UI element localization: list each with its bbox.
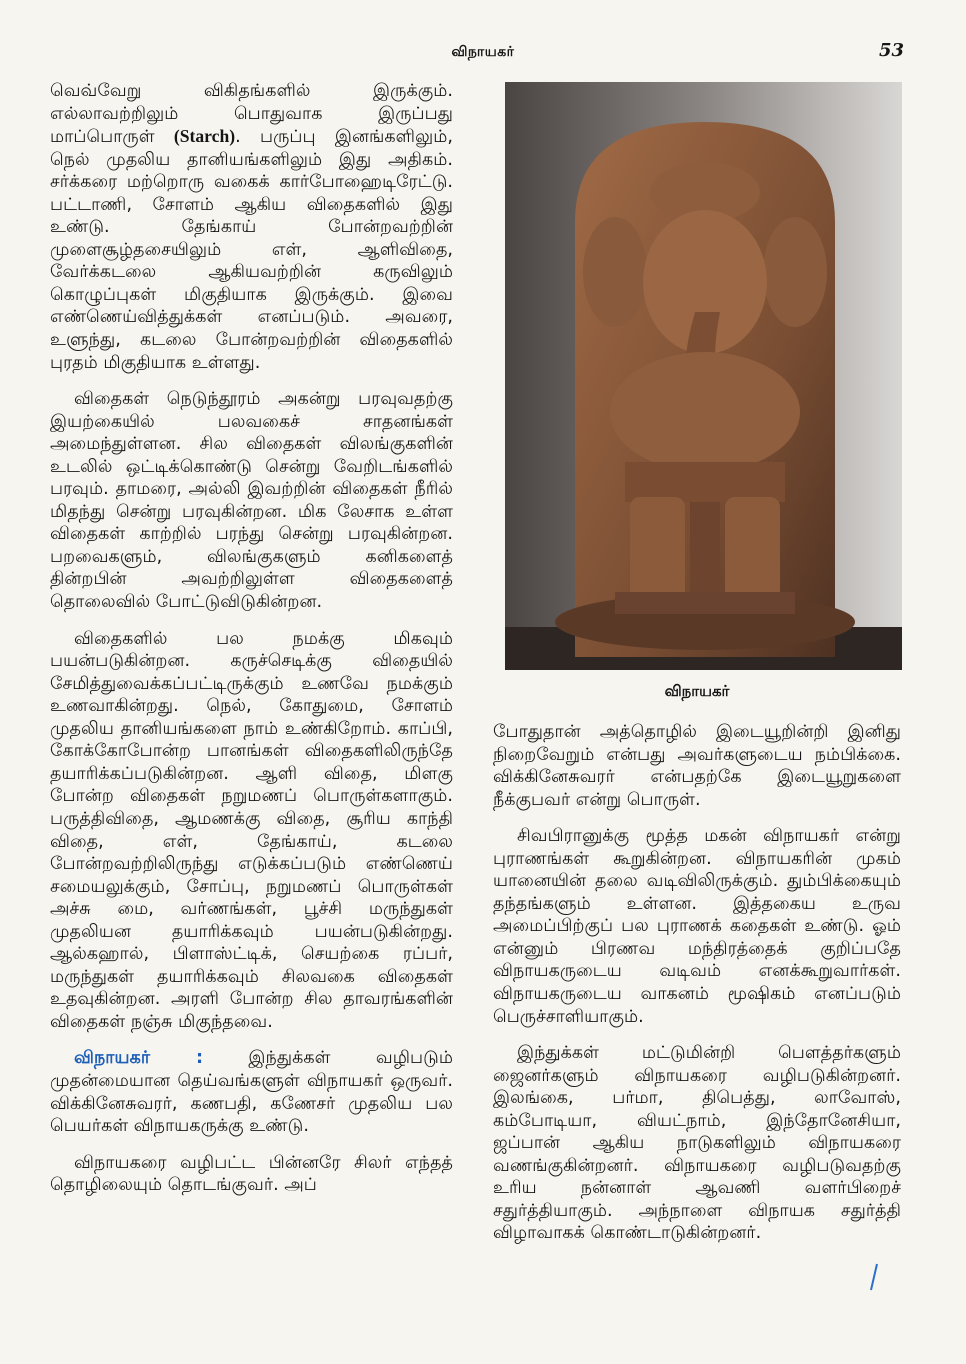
paragraph-text: இந்துக்கள் வழிபடும் முதன்மையான தெய்வங்களுள் விநாயகர் ஒருவர். விக்கினேசுவரர், கணபதி, கணேசர் முதலிய பல பெயர்கள் விநாயகருக்கு உண்டு. (50, 1048, 453, 1137)
ganesha-statue-photo (505, 82, 902, 670)
paragraph-belief: போதுதான் அத்தொழில் இடையூறின்றி இனிது நிறைவேறும் என்பது அவர்களுடைய நம்பிக்கை. விக்கினேசுவரர் என்பதற்கே இடையூறுகளை நீக்குபவர் என்று பொருள். (493, 722, 901, 810)
right-column (493, 721, 901, 1259)
paragraph-other-faiths: இந்துக்கள் மட்டுமின்றி பௌத்தர்களும் ஜைனர்களும் விநாயகரை வழிபடுகின்றனர். இலங்கை, பர்மா, திபெத்து, லாவோஸ், கம்போடியா, வியட்நாம், இந்தோனேசியா, ஜப்பான் ஆகிய நாடுகளிலும் விநாயகரை வணங்குகின்றனர். விநாயகரை வழிபடுவதற்கு உரிய நன்னாள் ஆவணி வளர்பிறைச் சதுர்த்தியாகும். அந்நாளை விநாயக சதுர்த்தி விழாவாகக் கொண்டாடுகின்றனர். (493, 1043, 901, 1244)
paragraph-vinayagar-intro (50, 1047, 453, 1137)
paragraph-text: வெவ்வேறு விகிதங்களில் இருக்கும். எல்லாவற்றிலும் பொதுவாக இருப்பது மாப்பொருள் (50, 81, 453, 148)
paragraph-seed-content (50, 80, 453, 374)
latin-term-starch: (Starch) (173, 126, 236, 147)
pen-mark-icon (867, 1262, 881, 1292)
ganesha-statue-icon (505, 82, 902, 670)
paragraph-seed-dispersal: விதைகள் நெடுந்தூரம் அகன்று பரவுவதற்கு இயற்கையில் பலவகைச் சாதனங்கள் அமைந்துள்ளன. சில விதைகள் விலங்குகளின் உடலில் ஒட்டிக்கொண்டு சென்று வேறிடங்களில் பரவும். தாமரை, அல்லி இவற்றின் விதைகள் நீரில் மிதந்து சென்று பரவுகின்றன. மிக லேசாக உள்ள விதைகள் காற்றில் பரந்து சென்று பரவுகின்றன. பறவைகளும், விலங்குகளும் கனிகளைத் தின்றபின் அவற்றிலுள்ள விதைகளைத் தொலைவில் போட்டுவிடுகின்றன. (50, 389, 453, 613)
header-title: விநாயகர் (451, 44, 515, 60)
paragraph-worship: விநாயகரை வழிபட்ட பின்னரே சிலர் எந்தத் தொழிலையும் தொடங்குவர். அப் (50, 1152, 453, 1196)
left-column (50, 80, 453, 1211)
paragraph-text: . பருப்பு இனங்களிலும், நெல் முதலிய தானியங்களிலும் இது அதிகம். சர்க்கரை மற்றொரு வகைக் கார்போஹைடிரேட்டு. பட்டாணி, சோளம் ஆகிய விதைகளில் இது உண்டு. தேங்காய் போன்றவற்றின் முளைசூழ்தசையிலும் எள், ஆளிவிதை, வேர்க்கடலை ஆகியவற்றின் கருவிலும் கொழுப்புகள் மிகுதியாக இருக்கும். இவை எண்ணெய்வித்துக்கள் எனப்படும். அவரை, உளுந்து, கடலை போன்றவற்றின் விதைகளில் புரதம் மிகுதியாக உள்ளது. (50, 127, 453, 373)
paragraph-form: சிவபிரானுக்கு மூத்த மகன் விநாயகர் என்று புராணங்கள் கூறுகின்றன. விநாயகரின் முகம் யானையின் தலை வடிவிலிருக்கும். தும்பிக்கையும் தந்தங்களும் உள்ளன. இத்தகைய உருவ அமைப்பிற்குப் பல புராணக் கதைகள் உண்டு. ஓம் என்னும் பிரணவ மந்திரத்தைக் குறிப்பதே விநாயகருடைய வடிவம் எனக்கூறுவார்கள். விநாயகருடைய வாகனம் மூஷிகம் எனப்படும் பெருச்சாளியாகும். (493, 826, 901, 1027)
figure-caption: விநாயகர் (664, 682, 730, 700)
page-number: 53 (878, 40, 904, 61)
entry-heading: விநாயகர் : (74, 1048, 204, 1069)
paragraph-seed-uses: விதைகளில் பல நமக்கு மிகவும் பயன்படுகின்றன. கருச்செடிக்கு விதையில் சேமித்துவைக்கப்பட்டிருக்கும் உணவே நமக்கும் உணவாகின்றது. நெல், கோதுமை, சோளம் முதலிய தானியங்களை நாம் உண்கிறோம். காப்பி, கோக்கோபோன்ற பானங்கள் விதைகளிலிருந்தே தயாரிக்கப்படுகின்றன. ஆளி விதை, மிளகு போன்ற விதைகள் நறுமணப் பொருள்களாகும். பருத்திவிதை, ஆமணக்கு விதை, சூரிய காந்தி விதை, எள், தேங்காய், கடலை போன்றவற்றிலிருந்து எடுக்கப்படும் எண்ணெய் சமையலுக்கும், சோப்பு, நறுமணப் பொருள்கள் அச்சு மை, வர்ணங்கள், பூச்சி மருந்துகள் முதலியன தயாரிக்கவும் பயன்படுகின்றது. ஆல்கஹால், பிளாஸ்ட்டிக், செயற்கை ரப்பர், மருந்துகள் தயாரிக்கவும் சிலவகை விதைகள் உதவுகின்றன. அரளி போன்ற சில தாவரங்களின் விதைகள் நஞ்சு மிகுந்தவை. (50, 628, 453, 1032)
